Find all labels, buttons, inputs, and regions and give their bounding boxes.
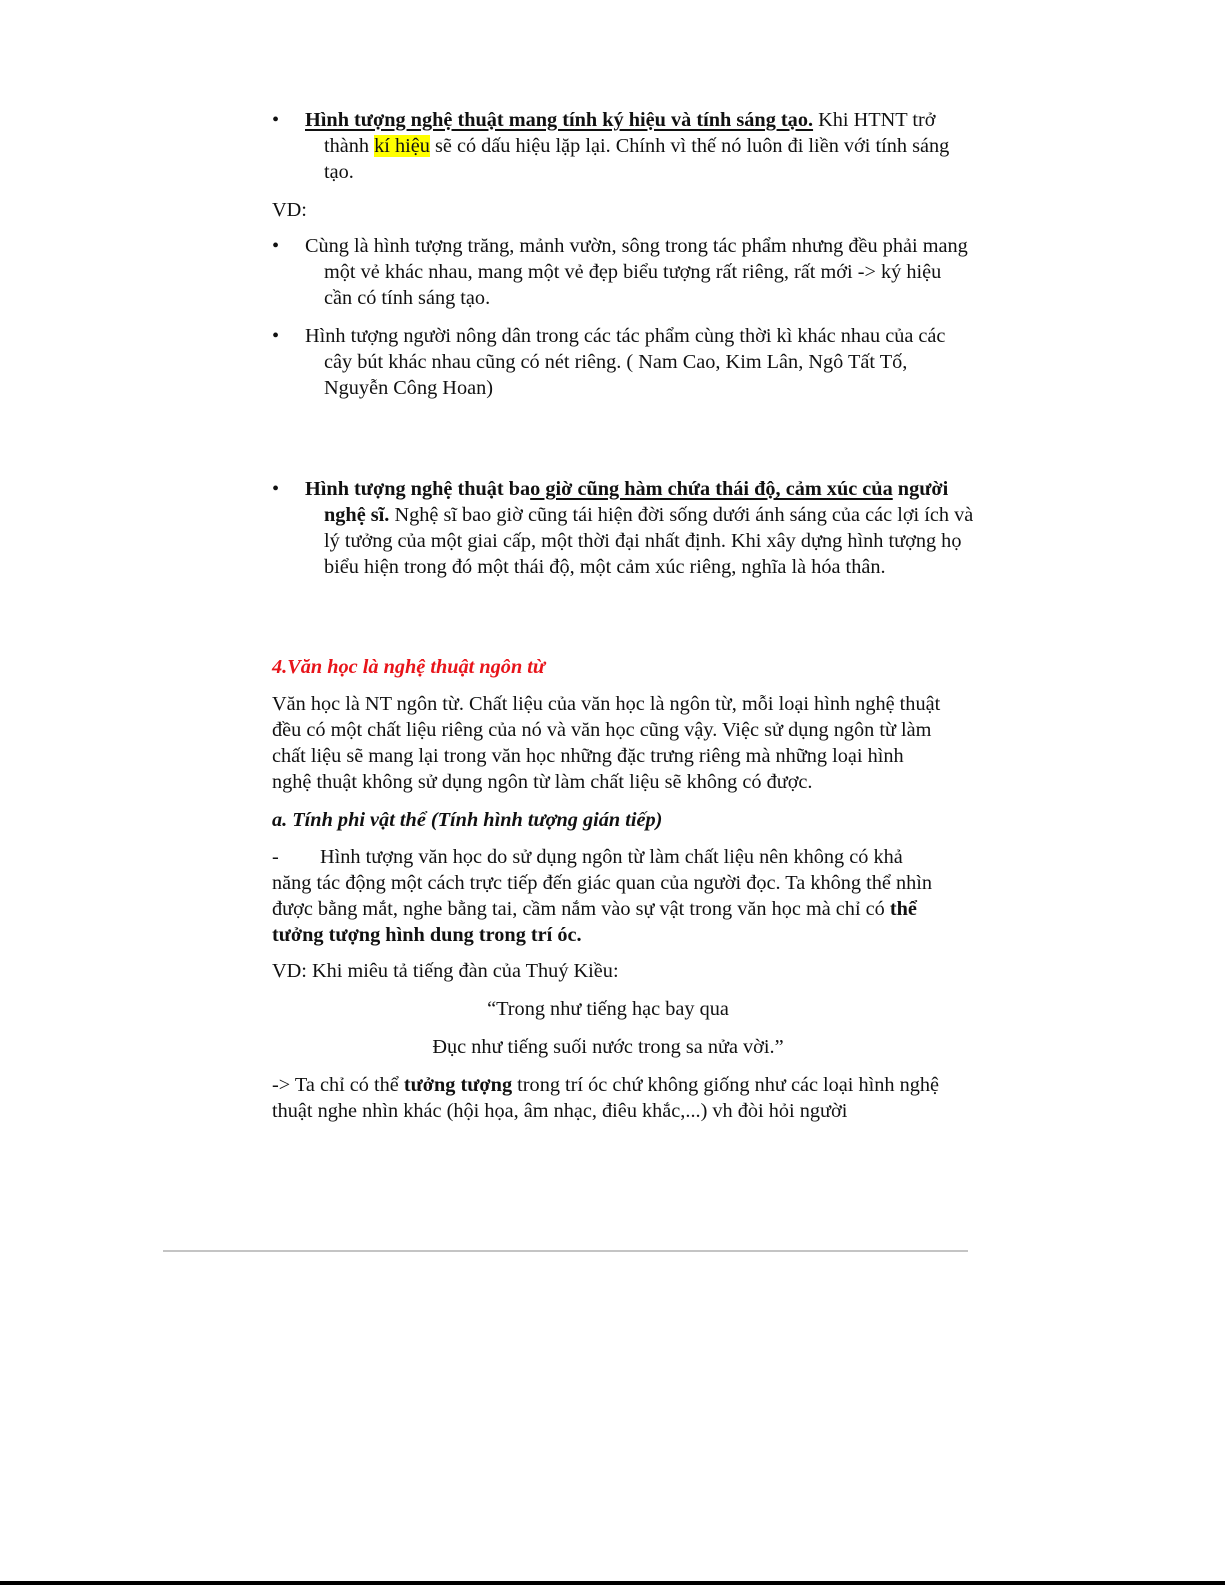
poem-line-1: “Trong như tiếng hạc bay qua [487, 998, 729, 1020]
bullet-heading-part: người nghệ sĩ. [324, 478, 949, 526]
vd-label: VD: [272, 199, 307, 221]
bullet-text: Nghệ sĩ bao giờ cũng tái hiện đời sống dưới ánh sáng của các lợi ích và lý tưởng của một giai cấp, một thời đại nhất định. Khi xây dựng hình tượng họ biểu hiện trong đó một thái độ, một cảm xúc riêng, nghĩa là hóa thân. [324, 504, 974, 578]
bullet-dot: • [272, 478, 280, 500]
paragraph-text: Hình tượng văn học do sử dụng ngôn từ làm chất liệu nên không có khả năng tác động một cách trực tiếp đến giác quan của người đọc. Ta không thể nhìn được bằng mắt, nghe bằng tai, cầm nắm vào sự vật trong văn học mà chỉ có [272, 846, 933, 920]
bullet-heading-underlined: o giờ cũng hàm chứa thái độ, cảm xúc của [530, 478, 893, 500]
dash-paragraph [272, 844, 944, 948]
poem-line-2: Đục như tiếng suối nước trong sa nửa vời.” [432, 1036, 784, 1058]
bullet-dot: • [272, 235, 280, 257]
sub-heading: a. Tính phi vật thể (Tính hình tượng gián tiếp) [272, 809, 663, 831]
bullet-dot: • [272, 109, 280, 131]
bullet-text: Khi HTNT trở thành [324, 109, 936, 157]
conclusion-bold: tưởng tượng [403, 1074, 513, 1096]
example-moon-garden [272, 233, 974, 311]
bullet-text: sẽ có dấu hiệu lặp lại. Chính vì thế nó luôn đi liền với tính sáng tạo. [324, 135, 950, 183]
dash-marker: - [272, 846, 279, 868]
section-intro: Văn học là NT ngôn từ. Chất liệu của văn học là ngôn từ, mỗi loại hình nghệ thuật đều có một chất liệu riêng của nó và văn học cũng vậy. Việc sử dụng ngôn từ làm chất liệu sẽ mang lại trong văn học những đặc trưng riêng mà những loại hình nghệ thuật không sử dụng ngôn từ làm chất liệu sẽ không có được. [272, 693, 941, 793]
example-text: Cùng là hình tượng trăng, mảnh vườn, sông trong tác phẩm nhưng đều phải mang một vẻ khác nhau, mang một vẻ đẹp biểu tượng rất riêng, rất mới -> ký hiệu cần có tính sáng tạo. [305, 235, 968, 309]
section-heading: 4.Văn học là nghệ thuật ngôn từ [272, 656, 546, 678]
bullet-heading-symbol-creativity: Hình tượng nghệ thuật mang tính ký hiệu và tính sáng tạo. [305, 109, 814, 131]
bullet-heading-part: Hình tượng nghệ thuật ba [305, 478, 531, 500]
bullet-symbol-creativity [272, 107, 974, 185]
bullet-dot: • [272, 325, 280, 347]
conclusion [272, 1072, 944, 1124]
highlighted-term: kí hiệu [374, 135, 430, 157]
example-text: Hình tượng người nông dân trong các tác phẩm cùng thời kì khác nhau của các cây bút khác nhau cũng có nét riêng. ( Nam Cao, Kim Lân, Ngô Tất Tố, Nguyễn Công Hoan) [305, 325, 946, 399]
page-divider [163, 1250, 968, 1252]
example-farmers [272, 323, 974, 401]
conclusion-text: trong trí óc chứ không giống như các loại hình nghệ thuật nghe nhìn khác (hội họa, âm nhạc, điêu khắc,...) vh đòi hỏi người [272, 1074, 940, 1122]
bullet-artist-attitude [272, 476, 974, 580]
paragraph-bold: thể tưởng tượng hình dung trong trí óc. [272, 898, 917, 946]
vd-example: VD: Khi miêu tả tiếng đàn của Thuý Kiều: [272, 960, 619, 982]
bottom-border [0, 1581, 1225, 1585]
conclusion-text: -> Ta chỉ có thể [272, 1074, 404, 1096]
